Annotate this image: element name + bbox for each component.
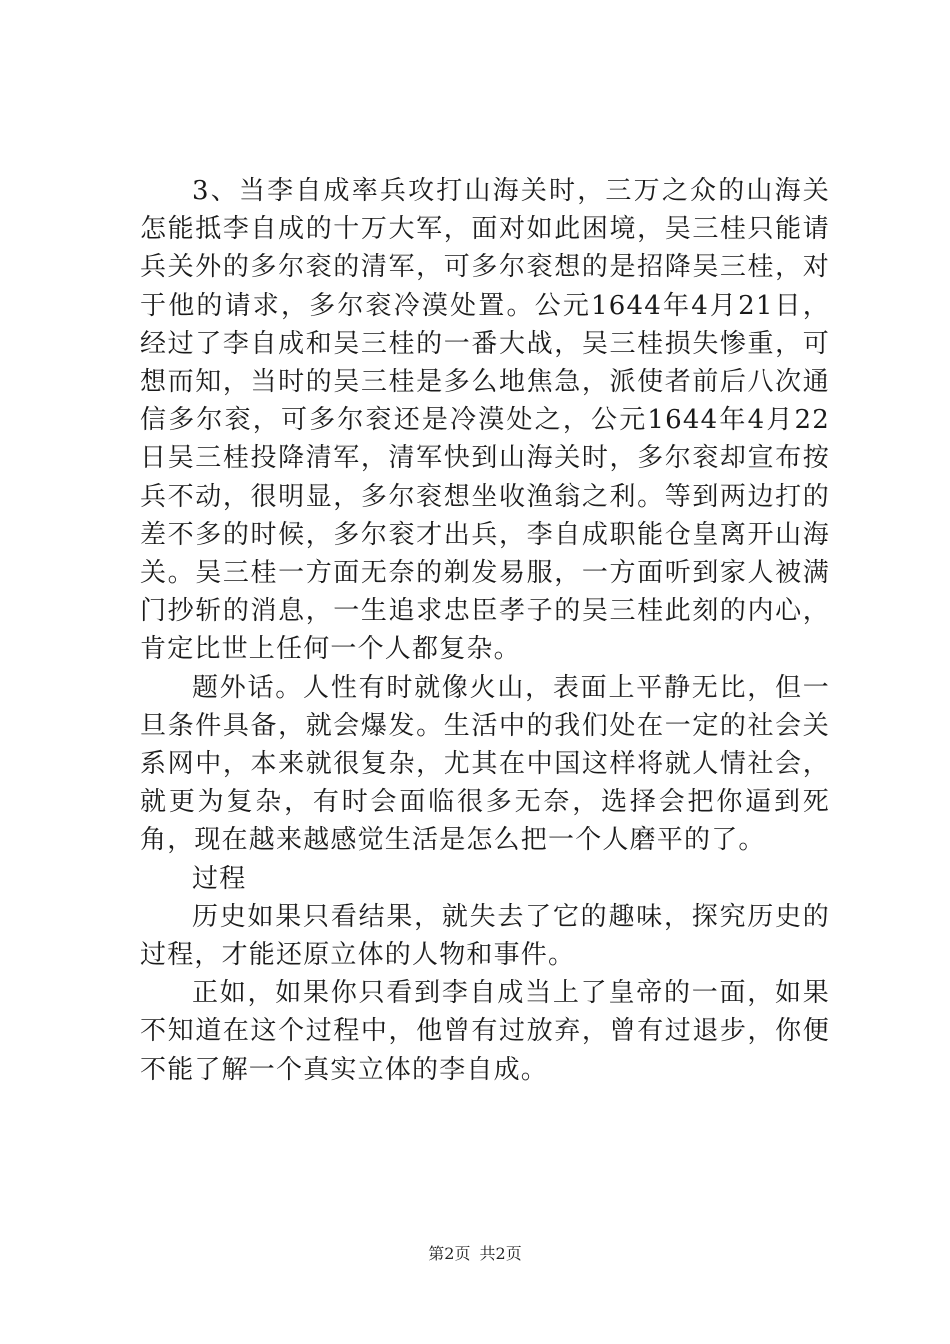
section-heading-process: 过程 [192, 863, 247, 894]
paragraph-li-zicheng: 正如，如果你只看到李自成当上了皇帝的一面，如果不知道在这个过程中，他曾有过放弃，曾有过退步，你便不能了解一个真实立体的李自成。 [140, 978, 830, 1085]
document-body [140, 172, 830, 1089]
page-footer [0, 1243, 950, 1265]
total-pages: 共2页 [479, 1244, 522, 1263]
paragraph-wu-sangui: 3、当李自成率兵攻打山海关时，三万之众的山海关怎能抵李自成的十万大军，面对如此困境，吴三桂只能请兵关外的多尔衮的清军，可多尔衮想的是招降吴三桂，对于他的请求，多尔衮冷漠处置。公元1644年4月21日，经过了李自成和吴三桂的一番大战，吴三桂损失惨重，可想而知，当时的吴三桂是多么地焦急，派使者前后八次通信多尔衮，可多尔衮还是冷漠处之，公元1644年4月22日吴三桂投降清军，清军快到山海关时，多尔衮却宣布按兵不动，很明显，多尔衮想坐收渔翁之利。等到两边打的差不多的时候，多尔衮才出兵，李自成职能仓皇离开山海关。吴三桂一方面无奈的剃发易服，一方面听到家人被满门抄斩的消息，一生追求忠臣孝子的吴三桂此刻的内心，肯定比世上任何一个人都复杂。 [140, 176, 830, 665]
page-number: 第2页 [428, 1244, 471, 1263]
paragraph-digression: 题外话。人性有时就像火山，表面上平静无比，但一旦条件具备，就会爆发。生活中的我们处在一定的社会关系网中，本来就很复杂，尤其在中国这样将就人情社会，就更为复杂，有时会面临很多无奈，选择会把你逼到死角，现在越来越感觉生活是怎么把一个人磨平的了。 [140, 672, 830, 856]
paragraph-history-process: 历史如果只看结果，就失去了它的趣味，探究历史的过程，才能还原立体的人物和事件。 [140, 901, 830, 971]
